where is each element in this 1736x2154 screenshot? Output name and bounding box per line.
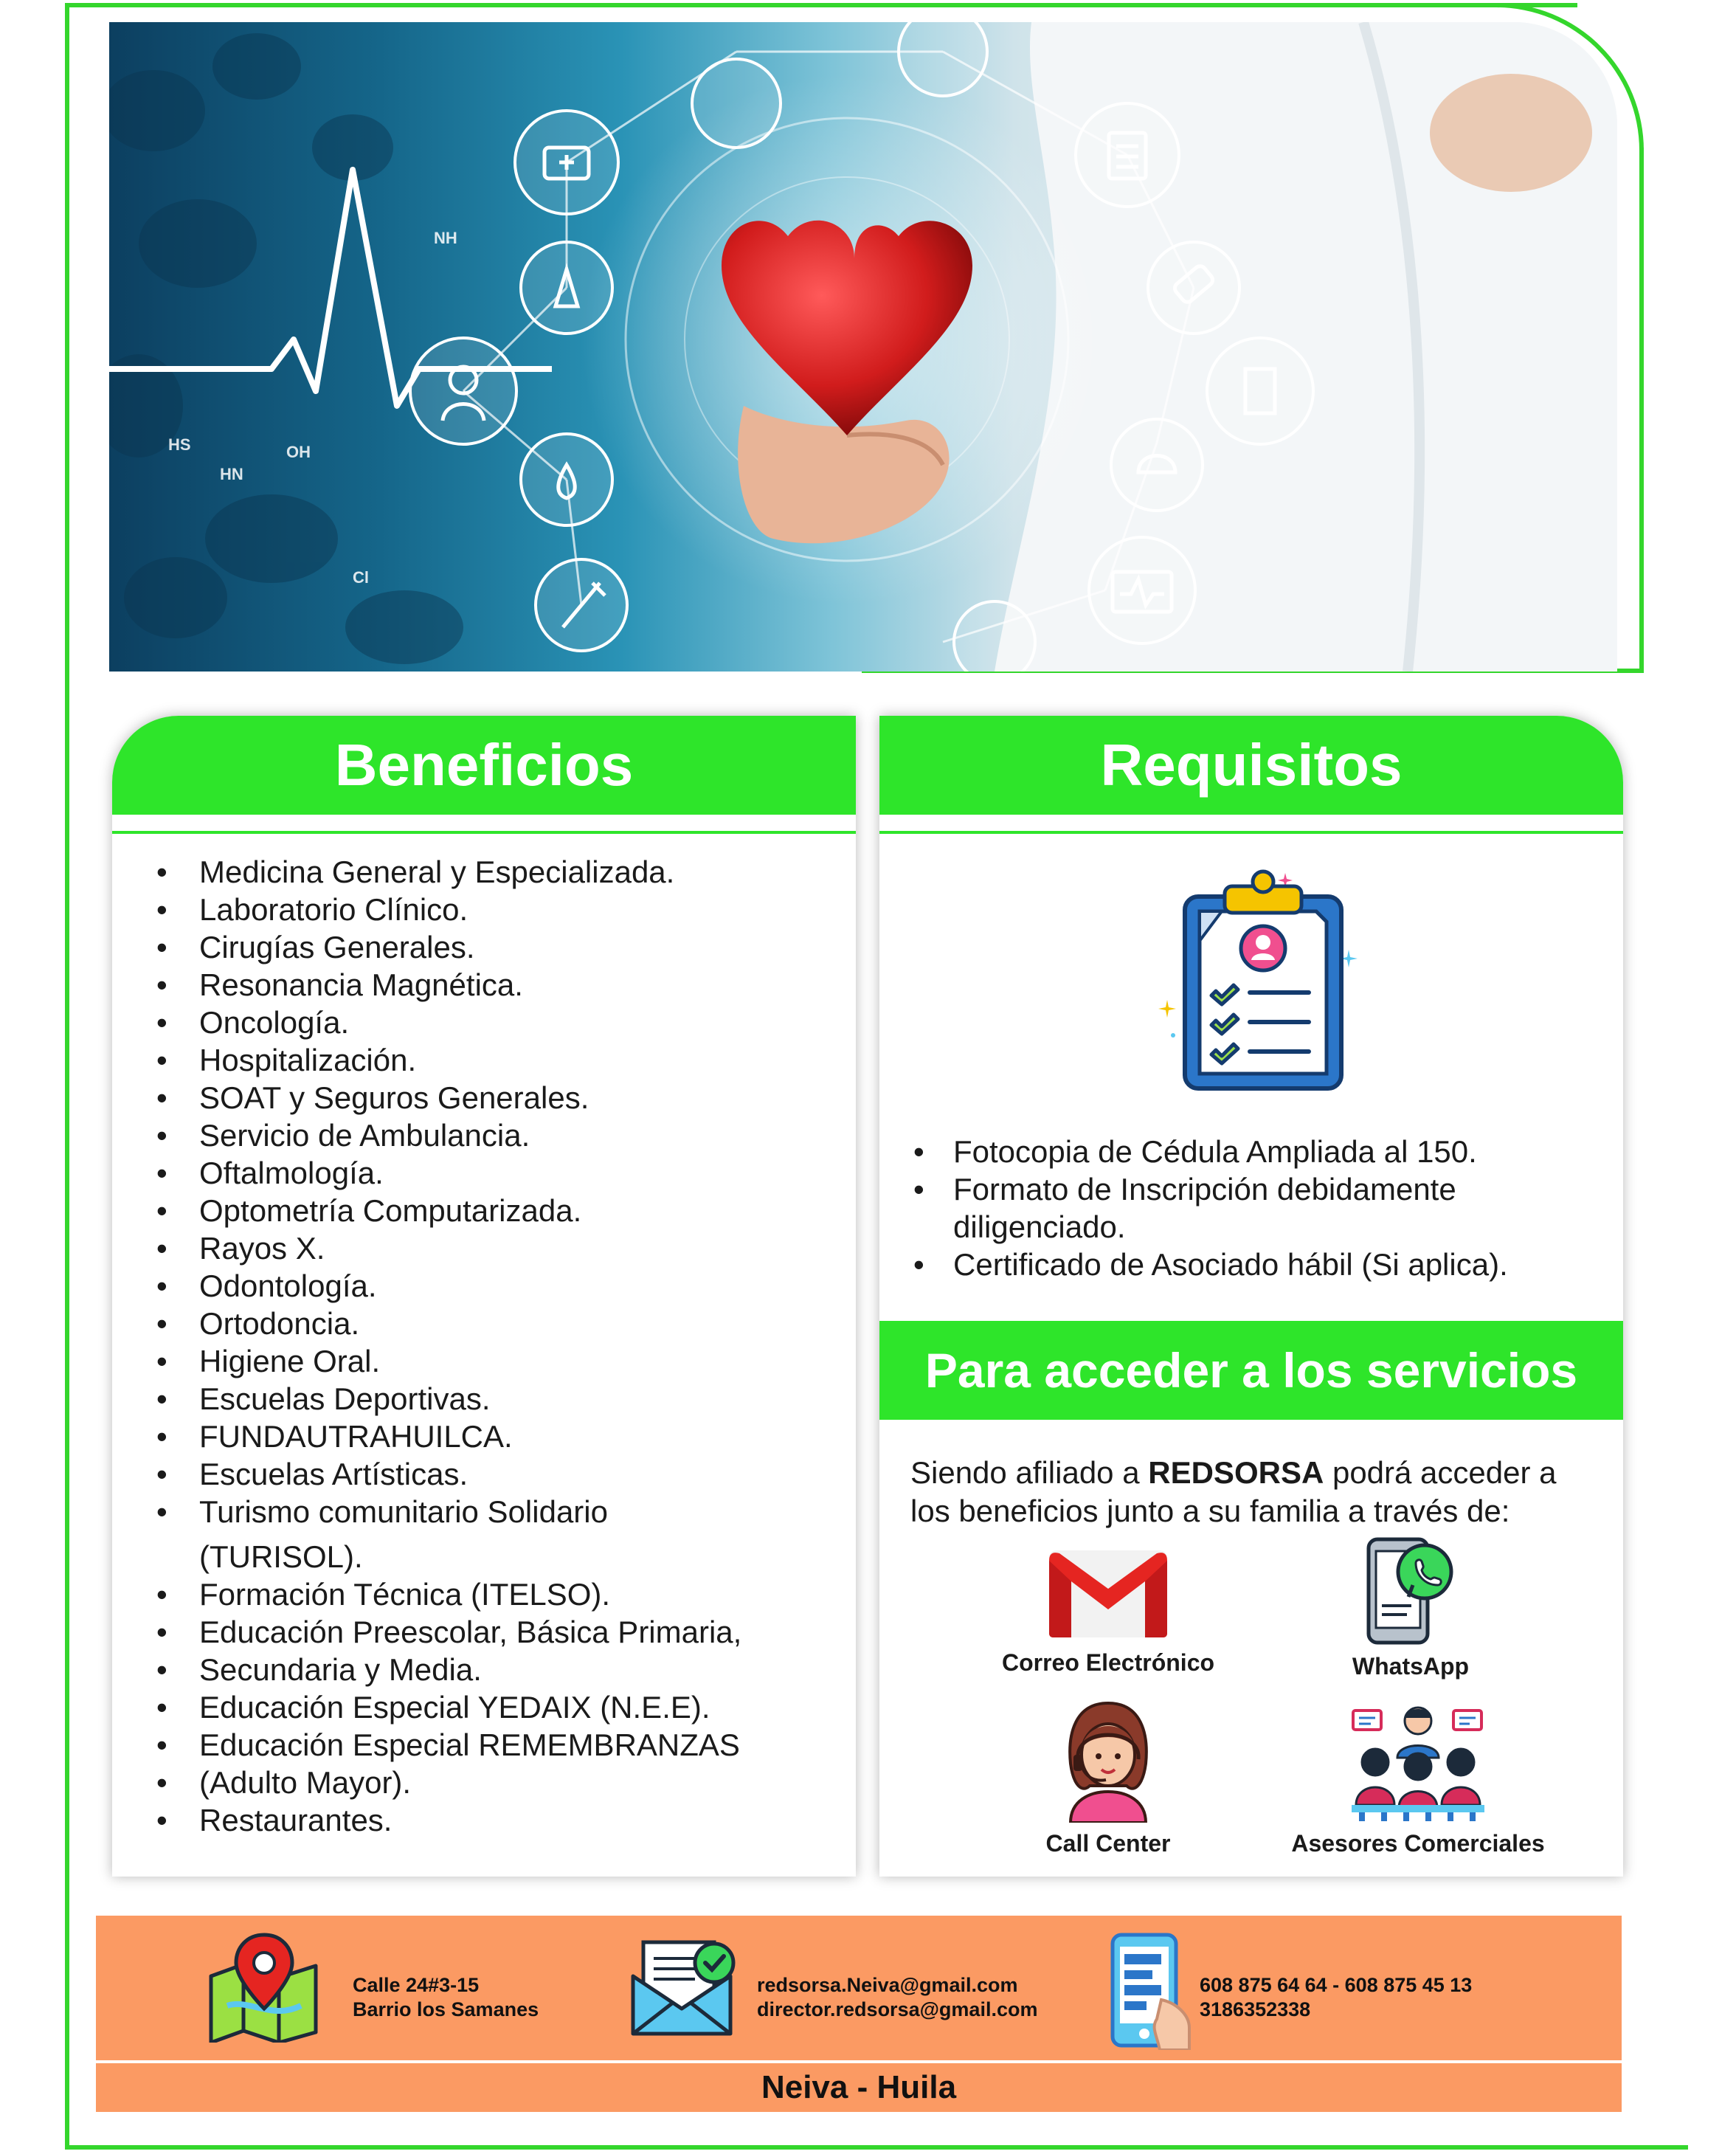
beneficios-list [199,853,848,1839]
acceso-text-before: Siendo afiliado a [910,1455,1149,1490]
hero-chem-label: HN [220,465,243,483]
clipboard-checklist-icon [1145,852,1359,1100]
beneficios-title: Beneficios [112,716,856,815]
hero-chem-label: Cl [353,568,369,587]
list-item: • Escuelas Artísticas. [199,1455,848,1493]
channel-whatsapp-label: WhatsApp [1352,1653,1470,1680]
requisitos-panel [879,716,1623,1877]
list-item: • Secundaria y Media. [199,1651,848,1688]
channel-asesores-label: Asesores Comerciales [1291,1830,1545,1857]
acceso-text-after: podrá acceder a los beneficios junto a su familia a través de: [910,1455,1557,1528]
list-item: • Hospitalización. [199,1041,848,1079]
advisors-group-icon [1352,1705,1484,1823]
list-item: • Oncología. [199,1004,848,1041]
list-item: • Formato de Inscripción debidamente diligenciado. [953,1170,1602,1246]
email-2[interactable]: director.redsorsa@gmail.com [757,1998,1038,2020]
footer-city: Neiva - Huila [96,2063,1622,2112]
list-item: • Laboratorio Clínico. [199,891,848,928]
list-item: • Escuelas Deportivas. [199,1380,848,1418]
page-frame-bottom [65,2145,1688,2150]
list-item: • Turismo comunitario Solidario [199,1493,848,1530]
envelope-check-icon [629,1938,739,2042]
phone-line-1[interactable]: 608 875 64 64 - 608 875 45 13 [1200,1974,1473,1996]
beneficios-panel [112,716,856,1877]
list-item: • Educación Especial YEDAIX (N.E.E). [199,1688,848,1726]
requisitos-title: Requisitos [879,716,1623,815]
acceso-title: Para acceder a los servicios [879,1321,1623,1420]
email-1[interactable]: redsorsa.Neiva@gmail.com [757,1974,1018,1996]
list-item: • Odontología. [199,1267,848,1305]
divider [879,831,1623,834]
list-item: • Higiene Oral. [199,1342,848,1380]
list-item: • Medicina General y Especializada. [199,853,848,891]
call-center-agent-icon [1060,1697,1156,1823]
list-item: • FUNDAUTRAHUILCA. [199,1418,848,1455]
list-item: • Formación Técnica (ITELSO). [199,1575,848,1613]
hero-image [109,22,1617,672]
footer-contact-bar [96,1916,1622,2060]
list-item: • Rayos X. [199,1229,848,1267]
phone-hand-icon [1105,1932,1194,2054]
list-item: • Restaurantes. [199,1801,848,1839]
channel-email[interactable] [990,1546,1226,1677]
list-item: • Servicio de Ambulancia. [199,1116,848,1154]
channel-whatsapp[interactable] [1293,1535,1529,1680]
address-line-2: Barrio los Samanes [353,1998,539,2020]
hero-chem-label: HS [168,435,191,454]
list-item: • Fotocopia de Cédula Ampliada al 150. [953,1133,1602,1170]
page-frame-left [65,6,69,2150]
channel-asesores[interactable] [1263,1705,1573,1857]
map-pin-icon [205,1932,323,2046]
list-item: • Ortodoncia. [199,1305,848,1342]
channel-call-center-label: Call Center [1045,1830,1171,1857]
list-item: • Resonancia Magnética. [199,966,848,1004]
list-item: • Educación Preescolar, Básica Primaria, [199,1613,848,1651]
whatsapp-phone-icon [1363,1535,1459,1646]
channel-email-label: Correo Electrónico [1001,1649,1215,1676]
page-frame-right [1639,148,1644,673]
hero-chem-label: OH [286,443,311,461]
list-item: • Educación Especial REMEMBRANZAS [199,1726,848,1764]
hero-chem-label: NH [434,229,457,247]
list-item: • (Adulto Mayor). [199,1764,848,1801]
phone-line-2[interactable]: 3186352338 [1200,1998,1311,2020]
requisitos-list [953,1133,1602,1283]
list-item: • Certificado de Asociado hábil (Si aplica). [953,1246,1602,1283]
gmail-icon [1045,1546,1172,1642]
divider [112,831,856,834]
list-item: • Cirugías Generales. [199,928,848,966]
list-item: • Oftalmología. [199,1154,848,1192]
address-line-1: Calle 24#3-15 [353,1974,480,1996]
list-item: • SOAT y Seguros Generales. [199,1079,848,1116]
list-item-continuation: (TURISOL). [199,1539,363,1574]
acceso-description [910,1454,1604,1530]
brand-name: REDSORSA [1148,1455,1324,1490]
list-item: • Optometría Computarizada. [199,1192,848,1229]
page-frame-top [65,3,1577,7]
channel-call-center[interactable] [990,1697,1226,1857]
